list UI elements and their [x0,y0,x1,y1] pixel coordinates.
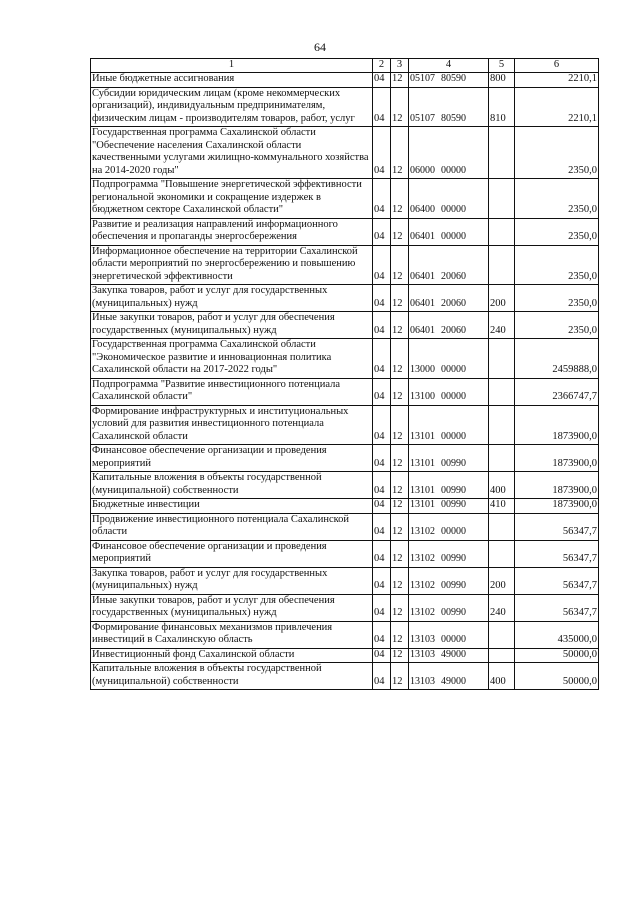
row-target-article [409,567,489,594]
row-section: 04 [373,285,391,312]
table-row [91,87,599,127]
row-amount: 56347,7 [515,513,599,540]
target-article-program: 13102 [410,553,435,564]
row-amount: 1873900,0 [515,472,599,499]
row-target-article [409,378,489,405]
row-amount: 435000,0 [515,621,599,648]
target-article-direction: 80590 [441,112,466,124]
column-header: 4 [409,59,489,73]
target-article-direction: 00000 [441,526,466,537]
table-row [91,540,599,567]
target-article-program: 05107 [410,73,435,84]
row-name: Развитие и реализация направлений информационного обеспечения и пропаганды энергосбережения [91,218,373,245]
row-name: Иные бюджетные ассигнования [91,73,373,88]
target-article-program: 06000 [410,164,435,176]
row-target-article [409,540,489,567]
row-section: 04 [373,540,391,567]
row-section: 04 [373,218,391,245]
row-target-article [409,513,489,540]
target-article-direction: 00990 [441,580,466,591]
row-target-article [409,621,489,648]
table-row [91,513,599,540]
row-name: Капитальные вложения в объекты государственной (муниципальной) собственности [91,663,373,690]
row-expense-type [489,218,515,245]
row-expense-type: 240 [489,594,515,621]
target-article-direction: 20060 [441,297,466,309]
column-header: 3 [391,59,409,73]
row-expense-type [489,513,515,540]
row-expense-type: 410 [489,499,515,514]
row-amount: 56347,7 [515,594,599,621]
row-amount: 1873900,0 [515,499,599,514]
row-subsection: 12 [391,472,409,499]
row-name: Иные закупки товаров, работ и услуг для обеспечения государственных (муниципальных) нужд [91,594,373,621]
table-row [91,245,599,285]
target-article-program: 13102 [410,526,435,537]
row-subsection: 12 [391,127,409,179]
row-amount: 56347,7 [515,567,599,594]
target-article-direction: 00000 [441,634,466,645]
row-name: Субсидии юридическим лицам (кроме некоммерческих организаций), индивидуальным предпринимателям, физическим лицам - производителям товаров, работ, услуг [91,87,373,127]
row-name: Инвестиционный фонд Сахалинской области [91,648,373,663]
target-article-program: 06401 [410,297,435,309]
row-subsection: 12 [391,540,409,567]
column-header: 5 [489,59,515,73]
page-number: 64 [314,40,326,54]
row-section: 04 [373,567,391,594]
row-target-article [409,179,489,219]
target-article-program: 13103 [410,675,435,687]
target-article-direction: 00990 [441,499,466,510]
row-section: 04 [373,594,391,621]
row-subsection: 12 [391,663,409,690]
row-expense-type [489,405,515,445]
row-amount: 50000,0 [515,648,599,663]
target-article-direction: 20060 [441,270,466,282]
target-article-program: 13101 [410,430,435,442]
row-name: Формирование финансовых механизмов привлечения инвестиций в Сахалинскую область [91,621,373,648]
table-row [91,594,599,621]
row-amount: 2366747,7 [515,378,599,405]
target-article-direction: 00000 [441,364,466,375]
row-subsection: 12 [391,218,409,245]
target-article-direction: 00000 [441,430,466,442]
row-expense-type: 200 [489,567,515,594]
row-target-article [409,285,489,312]
target-article-program: 06401 [410,231,435,242]
row-section: 04 [373,648,391,663]
row-expense-type [489,179,515,219]
row-expense-type [489,127,515,179]
target-article-program: 13100 [410,391,435,402]
target-article-direction: 00000 [441,231,466,242]
row-section: 04 [373,513,391,540]
row-subsection: 12 [391,445,409,472]
row-expense-type [489,648,515,663]
row-subsection: 12 [391,87,409,127]
row-name: Государственная программа Сахалинской области "Обеспечение населения Сахалинской области качественными услугами жилищно-коммунального хозяйства на 2014-2020 годы" [91,127,373,179]
row-name: Формирование инфраструктурных и институциональных условий для развития инвестиционного потенциала Сахалинской области [91,405,373,445]
row-expense-type [489,339,515,379]
table-row [91,621,599,648]
row-subsection: 12 [391,179,409,219]
row-amount: 2210,1 [515,87,599,127]
row-name: Закупка товаров, работ и услуг для государственных (муниципальных) нужд [91,567,373,594]
row-expense-type: 400 [489,472,515,499]
row-name: Продвижение инвестиционного потенциала Сахалинской области [91,513,373,540]
target-article-direction: 00000 [441,391,466,402]
row-expense-type: 400 [489,663,515,690]
row-section: 04 [373,127,391,179]
row-section: 04 [373,472,391,499]
table-row [91,179,599,219]
row-target-article [409,245,489,285]
row-expense-type: 240 [489,312,515,339]
row-expense-type [489,540,515,567]
target-article-direction: 49000 [441,648,466,660]
row-subsection: 12 [391,312,409,339]
target-article-program: 13000 [410,364,435,375]
target-article-program: 13101 [410,484,435,496]
row-amount: 2350,0 [515,218,599,245]
row-name: Финансовое обеспечение организации и проведения мероприятий [91,445,373,472]
target-article-program: 06401 [410,324,435,336]
row-amount: 2459888,0 [515,339,599,379]
row-section: 04 [373,339,391,379]
header-row [91,59,599,73]
row-expense-type [489,445,515,472]
row-name: Иные закупки товаров, работ и услуг для обеспечения государственных (муниципальных) нужд [91,312,373,339]
row-expense-type: 810 [489,87,515,127]
table-row [91,218,599,245]
column-header: 1 [91,59,373,73]
row-section: 04 [373,312,391,339]
row-target-article [409,499,489,514]
row-subsection: 12 [391,513,409,540]
row-expense-type [489,378,515,405]
row-name: Закупка товаров, работ и услуг для государственных (муниципальных) нужд [91,285,373,312]
table-row [91,567,599,594]
row-amount: 1873900,0 [515,405,599,445]
row-subsection: 12 [391,73,409,88]
row-name: Информационное обеспечение на территории Сахалинской области мероприятий по энергосбережению и повышению энергетической эффективности [91,245,373,285]
row-section: 04 [373,621,391,648]
row-name: Капитальные вложения в объекты государственной (муниципальной) собственности [91,472,373,499]
row-subsection: 12 [391,594,409,621]
row-name: Финансовое обеспечение организации и проведения мероприятий [91,540,373,567]
row-amount: 56347,7 [515,540,599,567]
row-name: Государственная программа Сахалинской области "Экономическое развитие и инновационная политика Сахалинской области на 2017-2022 годы" [91,339,373,379]
row-amount: 50000,0 [515,663,599,690]
row-section: 04 [373,378,391,405]
target-article-program: 06401 [410,270,435,282]
row-section: 04 [373,499,391,514]
row-expense-type: 800 [489,73,515,88]
row-section: 04 [373,245,391,285]
row-target-article [409,73,489,88]
target-article-direction: 49000 [441,675,466,687]
target-article-direction: 20060 [441,324,466,336]
row-section: 04 [373,663,391,690]
table-row [91,472,599,499]
target-article-direction: 00000 [441,164,466,176]
table-row [91,378,599,405]
table-row [91,405,599,445]
row-section: 04 [373,445,391,472]
row-subsection: 12 [391,405,409,445]
row-subsection: 12 [391,648,409,663]
row-section: 04 [373,73,391,88]
row-target-article [409,339,489,379]
row-subsection: 12 [391,339,409,379]
table-row [91,499,599,514]
row-expense-type [489,245,515,285]
row-name: Подпрограмма "Повышение энергетической эффективности региональной экономики и сокращение издержек в бюджетном секторе Сахалинской области" [91,179,373,219]
budget-table [90,58,599,690]
row-subsection: 12 [391,245,409,285]
table-row [91,648,599,663]
target-article-program: 05107 [410,112,435,124]
row-target-article [409,445,489,472]
table-row [91,73,599,88]
row-target-article [409,218,489,245]
row-amount: 1873900,0 [515,445,599,472]
row-amount: 2350,0 [515,179,599,219]
row-name: Бюджетные инвестиции [91,499,373,514]
target-article-direction: 00990 [441,484,466,496]
row-subsection: 12 [391,621,409,648]
row-amount: 2350,0 [515,285,599,312]
table-row [91,312,599,339]
target-article-program: 13103 [410,634,435,645]
row-target-article [409,405,489,445]
row-amount: 2350,0 [515,127,599,179]
row-target-article [409,472,489,499]
target-article-program: 13102 [410,607,435,618]
target-article-direction: 00990 [441,553,466,564]
target-article-direction: 00990 [441,607,466,618]
target-article-program: 13102 [410,580,435,591]
row-target-article [409,87,489,127]
target-article-program: 06400 [410,204,435,215]
row-expense-type: 200 [489,285,515,312]
row-section: 04 [373,179,391,219]
row-subsection: 12 [391,567,409,594]
row-amount: 2350,0 [515,245,599,285]
row-target-article [409,663,489,690]
target-article-program: 13103 [410,648,435,660]
row-subsection: 12 [391,378,409,405]
target-article-program: 13101 [410,499,435,510]
target-article-direction: 00000 [441,204,466,215]
table-row [91,445,599,472]
target-article-direction: 80590 [441,73,466,84]
row-subsection: 12 [391,499,409,514]
row-expense-type [489,621,515,648]
table-row [91,663,599,690]
row-target-article [409,594,489,621]
table-row [91,285,599,312]
table-row [91,339,599,379]
row-amount: 2350,0 [515,312,599,339]
column-header: 2 [373,59,391,73]
column-header: 6 [515,59,599,73]
row-section: 04 [373,87,391,127]
target-article-program: 13101 [410,457,435,469]
table-row [91,127,599,179]
row-name: Подпрограмма "Развитие инвестиционного потенциала Сахалинской области" [91,378,373,405]
row-target-article [409,648,489,663]
row-amount: 2210,1 [515,73,599,88]
target-article-direction: 00990 [441,457,466,469]
row-section: 04 [373,405,391,445]
row-target-article [409,312,489,339]
row-subsection: 12 [391,285,409,312]
row-target-article [409,127,489,179]
